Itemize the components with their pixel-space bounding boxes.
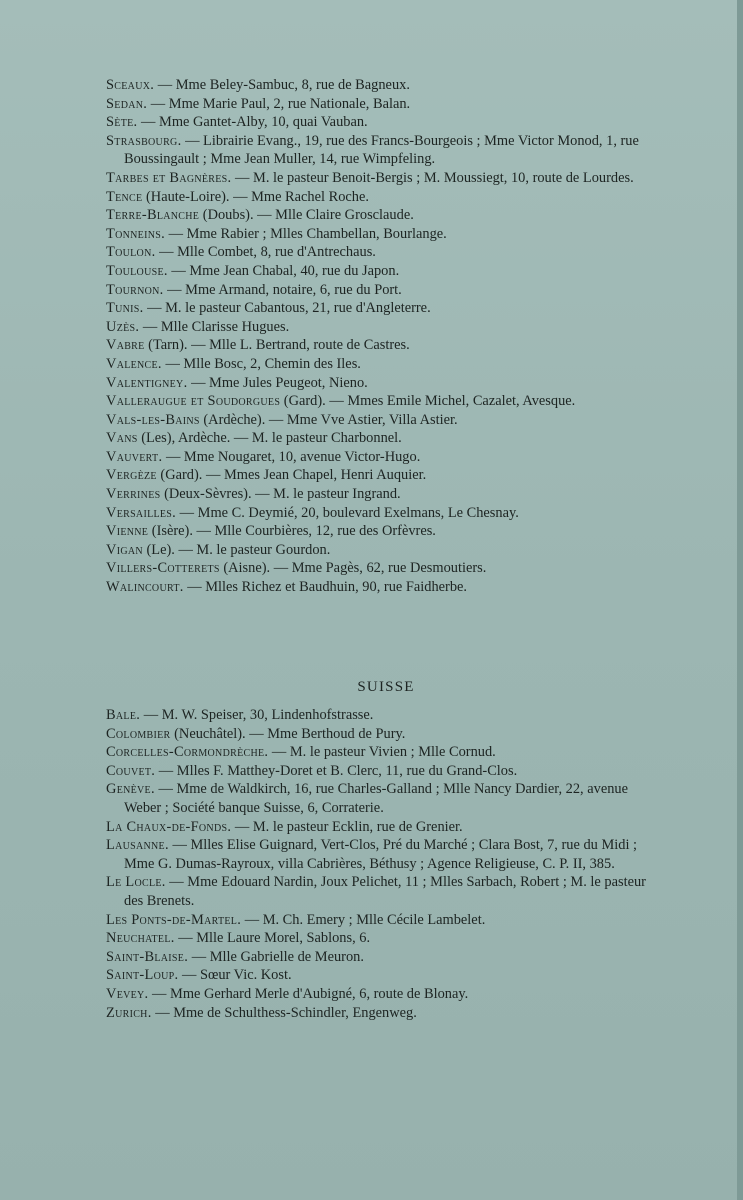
address-entry [106, 225, 666, 244]
address-text: — Mme Marie Paul, 2, rue Nationale, Balan. [147, 95, 411, 112]
address-text: — Mlles Elise Guignard, Vert-Clos, Pré du Marché ; Clara Bost, 7, rue du Midi ; Mme G. Dumas-Rayroux, villa Cabrières, Béthusy ; Agence Religieuse, C. P. II, 385. [124, 837, 638, 872]
address-text: — M. le pasteur Ecklin, rue de Grenier. [231, 818, 463, 835]
place-name: Verrines [106, 486, 161, 503]
address-text: — M. le pasteur Cabantous, 21, rue d'Angleterre. [143, 300, 431, 317]
place-name: Toulouse. [106, 262, 168, 279]
address-text: — Mme Beley-Sambuc, 8, rue de Bagneux. [154, 77, 410, 93]
address-entry [106, 299, 666, 318]
place-name: Bale. [106, 707, 141, 723]
address-text: — Mlle Clarisse Hugues. [139, 318, 290, 335]
address-text: — Mme Jules Peugeot, Nieno. [187, 374, 368, 391]
address-text: — Mme Gantet-Alby, 10, quai Vauban. [137, 114, 368, 131]
address-entry [106, 169, 666, 188]
address-text: — M. le pasteur Vivien ; Mlle Cornud. [268, 744, 496, 761]
address-entry [106, 966, 666, 985]
address-entry [106, 743, 666, 762]
address-text: — Mme Jean Chabal, 40, rue du Japon. [167, 262, 400, 279]
section-heading-suisse: SUISSE [357, 679, 415, 695]
address-entry [106, 985, 666, 1004]
place-name: Genève. [106, 781, 155, 798]
address-text: (Neuchâtel). — Mme Berthoud de Pury. [170, 725, 406, 742]
place-name: Corcelles-Cormondrèche. [106, 744, 269, 761]
place-name: Tournon. [106, 281, 164, 298]
place-name: Vergèze [106, 467, 157, 484]
address-entry [106, 262, 666, 281]
address-entry [106, 206, 666, 225]
address-text: (Deux-Sèvres). — M. le pasteur Ingrand. [160, 486, 401, 503]
address-text: (Gard). — Mmes Emile Michel, Cazalet, Avesque. [280, 393, 576, 410]
suisse-address-list [106, 706, 666, 1022]
place-name: Vans [106, 430, 138, 447]
place-name: Couvet. [106, 762, 156, 779]
address-entry [106, 559, 666, 578]
place-name: Vals-les-Bains [106, 411, 200, 428]
address-text: — Librairie Evang., 19, rue des Francs-Bourgeois ; Mme Victor Monod, 1, rue Boussingault ; Mme Jean Muller, 14, rue Wimpfeling. [124, 132, 639, 168]
address-entry [106, 541, 666, 560]
place-name: Les Ponts-de-Martel. [106, 911, 242, 928]
address-entry [106, 873, 666, 910]
address-entry [106, 392, 666, 411]
place-name: Terre-Blanche [106, 207, 200, 224]
address-entry [106, 429, 666, 448]
address-entry [106, 243, 666, 262]
place-name: Valleraugue et Soudorgues [106, 393, 281, 410]
place-name: Toulon. [106, 244, 156, 261]
address-text: — Mlles F. Matthey-Doret et B. Clerc, 11, rue du Grand-Clos. [155, 762, 518, 779]
place-name: Sète. [106, 114, 138, 131]
place-name: Neuchatel. [106, 930, 175, 947]
place-name: Colombier [106, 725, 171, 742]
address-entry [106, 836, 666, 873]
address-text: (Tarn). — Mlle L. Bertrand, route de Castres. [144, 337, 410, 354]
place-name: Saint-Blaise. [106, 948, 189, 965]
place-name: Walincourt. [106, 579, 184, 596]
france-address-list [106, 76, 666, 597]
address-text: — Mlle Laure Morel, Sablons, 6. [174, 930, 371, 947]
address-text: — M. W. Speiser, 30, Lindenhofstrasse. [140, 707, 374, 723]
address-text: (Haute-Loire). — Mme Rachel Roche. [142, 188, 369, 205]
address-entry [106, 929, 666, 948]
address-entry [106, 95, 666, 114]
address-text: (Ardèche). — Mme Vve Astier, Villa Astier. [199, 411, 458, 428]
address-text: — Mlles Richez et Baudhuin, 90, rue Faidherbe. [183, 579, 468, 596]
address-text: — Mme C. Deymié, 20, boulevard Exelmans, Le Chesnay. [176, 504, 519, 521]
address-entry [106, 504, 666, 523]
address-entry [106, 762, 666, 781]
address-entry [106, 336, 666, 355]
address-entry [106, 466, 666, 485]
address-text: (Les), Ardèche. — M. le pasteur Charbonnel. [137, 430, 402, 447]
address-text: — Mme Edouard Nardin, Joux Pelichet, 11 ; Mlles Sarbach, Robert ; M. le pasteur des Brenets. [124, 874, 646, 909]
place-name: Saint-Loup. [106, 967, 179, 984]
address-text: — M. Ch. Emery ; Mlle Cécile Lambelet. [241, 911, 486, 928]
place-name: Strasbourg. [106, 132, 182, 149]
address-entry [106, 318, 666, 337]
address-text: — Mlle Bosc, 2, Chemin des Iles. [161, 355, 361, 372]
address-text: (Gard). — Mmes Jean Chapel, Henri Auquier. [156, 467, 427, 484]
address-text: — Sœur Vic. Kost. [178, 967, 292, 984]
address-text: — Mme Gerhard Merle d'Aubigné, 6, route de Blonay. [148, 985, 469, 1002]
place-name: Le Locle. [106, 874, 166, 891]
place-name: Versailles. [106, 504, 177, 521]
place-name: La Chaux-de-Fonds. [106, 818, 232, 835]
address-entry [106, 911, 666, 930]
place-name: Sedan. [106, 95, 148, 112]
address-entry [106, 485, 666, 504]
address-text: — Mlle Combet, 8, rue d'Antrechaus. [155, 244, 376, 261]
address-entry [106, 725, 666, 744]
address-text: — Mme de Schulthess-Schindler, Engenweg. [151, 1004, 417, 1021]
place-name: Vauvert. [106, 448, 163, 465]
address-text: — Mme de Waldkirch, 16, rue Charles-Galland ; Mlle Nancy Dardier, 22, avenue Weber ; Société banque Suisse, 6, Corraterie. [124, 781, 628, 816]
place-name: Tonneins. [106, 225, 165, 242]
address-entry [106, 1004, 666, 1023]
place-name: Vabre [106, 337, 145, 354]
address-entry [106, 578, 666, 597]
place-name: Vigan [106, 541, 143, 558]
address-text: (Isère). — Mlle Courbières, 12, rue des Orfèvres. [148, 523, 436, 540]
address-entry [106, 780, 666, 817]
place-name: Tence [106, 188, 143, 205]
place-name: Vienne [106, 523, 149, 540]
place-name: Tarbes et Bagnères. [106, 169, 232, 186]
address-text: (Aisne). — Mme Pagès, 62, rue Desmoutiers. [219, 560, 487, 577]
address-entry [106, 188, 666, 207]
address-entry [106, 411, 666, 430]
place-name: Lausanne. [106, 837, 169, 854]
address-entry [106, 522, 666, 541]
address-entry [106, 281, 666, 300]
address-text: — Mme Nougaret, 10, avenue Victor-Hugo. [162, 448, 421, 465]
address-entry [106, 818, 666, 837]
place-name: Zurich. [106, 1004, 152, 1021]
address-text: (Doubs). — Mlle Claire Grosclaude. [199, 207, 414, 224]
address-entry [106, 948, 666, 967]
address-text: — M. le pasteur Benoit-Bergis ; M. Moussiegt, 10, route de Lourdes. [231, 169, 634, 186]
address-text: — Mme Rabier ; Mlles Chambellan, Bourlange. [164, 225, 447, 242]
place-name: Valence. [106, 355, 162, 372]
place-name: Villers-Cotterets [106, 560, 220, 577]
address-entry [106, 374, 666, 393]
address-entry [106, 113, 666, 132]
address-entry [106, 355, 666, 374]
address-entry [106, 706, 666, 725]
address-entry [106, 448, 666, 467]
address-entry [106, 132, 666, 169]
place-name: Vevey. [106, 985, 149, 1002]
address-text: (Le). — M. le pasteur Gourdon. [142, 541, 331, 558]
address-text: — Mlle Gabrielle de Meuron. [188, 948, 364, 965]
place-name: Tunis. [106, 300, 144, 317]
place-name: Valentigney. [106, 374, 188, 391]
place-name: Uzès. [106, 318, 140, 335]
address-text: — Mme Armand, notaire, 6, rue du Port. [163, 281, 402, 298]
place-name: Sceaux. [106, 77, 155, 93]
address-entry [106, 76, 666, 95]
